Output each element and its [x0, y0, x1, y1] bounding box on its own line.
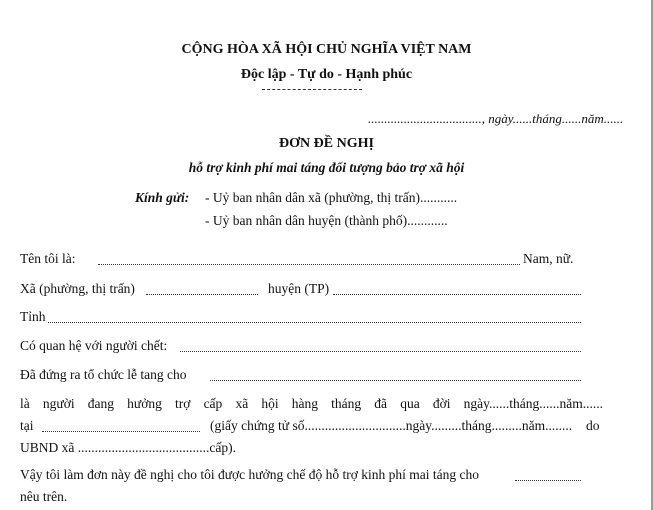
funeral-label: Đã đứng ra tổ chức lễ tang cho: [20, 367, 187, 382]
request-end-text: nêu trên.: [20, 489, 68, 504]
form-subtitle: hỗ trợ kinh phí mai táng đối tượng bảo trợ xã hội: [188, 160, 465, 175]
relation-field[interactable]: [180, 351, 581, 352]
province-label: Tỉnh: [20, 309, 46, 324]
funeral-field[interactable]: [210, 380, 581, 381]
national-title: CỘNG HÒA XÃ HỘI CHỦ NGHĨA VIỆT NAM: [181, 42, 472, 57]
district-field[interactable]: [333, 294, 581, 295]
motto-underline: [262, 89, 362, 90]
issuer-label: do: [586, 418, 600, 433]
commune-label: Xã (phường, thị trấn): [20, 281, 135, 296]
name-field[interactable]: [98, 264, 520, 265]
province-field[interactable]: [48, 322, 581, 323]
district-label: huyện (TP): [268, 281, 330, 296]
date-line: ..................................., ngày......tháng......năm......: [368, 111, 624, 126]
commune-field[interactable]: [146, 294, 258, 295]
request-text: Vậy tôi làm đơn này đề nghị cho tôi được hưởng chế độ hỗ trợ kinh phí mai táng cho: [20, 467, 479, 482]
request-field[interactable]: [515, 480, 581, 481]
form-title: ĐƠN ĐỀ NGHỊ: [279, 136, 374, 151]
national-motto: Độc lập - Tự do - Hạnh phúc: [240, 67, 413, 82]
place-label: tại: [20, 418, 34, 433]
name-label: Tên tôi là:: [20, 251, 76, 266]
recipient-item-district: - Uỷ ban nhân dân huyện (thành phố)............: [205, 213, 448, 228]
death-certificate-text: (giấy chứng tử số..............................ngày.........tháng.........năm........: [210, 418, 573, 433]
ubnd-line: UBND xã .......................................cấp).: [20, 440, 236, 455]
recipient-label: Kính gửi:: [135, 190, 190, 205]
place-field[interactable]: [42, 431, 200, 432]
relation-label: Có quan hệ với người chết:: [20, 338, 168, 353]
recipient-item-commune: - Uỷ ban nhân dân xã (phường, thị trấn)...........: [205, 190, 458, 205]
gender-suffix: Nam, nữ.: [523, 251, 574, 266]
deceased-line-1: là người đang hưởng trợ cấp xã hội hàng tháng đã qua đời ngày......tháng......năm......: [20, 396, 603, 411]
